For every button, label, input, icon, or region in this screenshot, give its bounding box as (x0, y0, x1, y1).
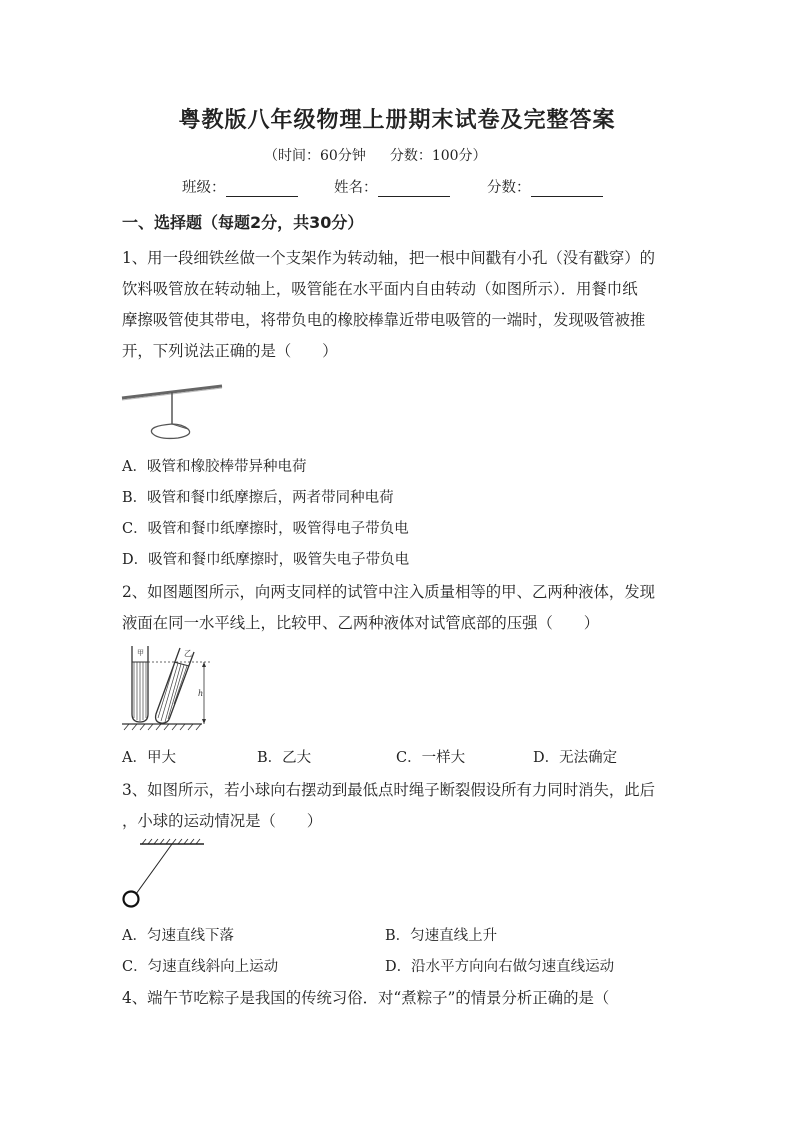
q2-label-right: 乙 (184, 649, 192, 658)
q2-option-b: B．乙大 (257, 750, 312, 766)
q2-label-left: 甲 (137, 649, 144, 657)
name-field (334, 176, 450, 197)
q1-option-d: D．吸管和餐巾纸摩擦时，吸管失电子带负电 (122, 552, 410, 568)
exam-time: （时间：60分钟 (264, 148, 366, 164)
q3-option-b: B．匀速直线上升 (385, 928, 498, 944)
q3-option-d: D．沿水平方向向右做匀速直线运动 (385, 959, 615, 975)
q3-option-c: C．匀速直线斜向上运动 (122, 959, 279, 975)
score-blank (531, 181, 603, 197)
q3-option-a: A．匀速直线下落 (122, 928, 234, 944)
q1-line-1: 1、用一段细铁丝做一个支架作为转动轴，把一根中间戳有小孔（没有戳穿）的 (122, 249, 656, 267)
q2-line-1: 2、如图题图所示，向两支同样的试管中注入质量相等的甲、乙两种液体，发现 (122, 583, 656, 601)
q2-option-a: A．甲大 (122, 750, 176, 766)
q3-line-1: 3、如图所示，若小球向右摆动到最低点时绳子断裂假设所有力同时消失，此后 (122, 781, 656, 799)
class-blank (226, 181, 298, 197)
q1-line-3: 摩擦吸管使其带电，将带负电的橡胶棒靠近带电吸管的一端时，发现吸管被推 (122, 311, 646, 329)
exam-total-score: 分数：100分） (389, 148, 487, 164)
class-label: 班级： (182, 180, 226, 196)
q4-line-1: 4、端午节吃粽子是我国的传统习俗．对“煮粽子”的情景分析正确的是（ (122, 989, 610, 1007)
section-heading: 一、选择题（每题2分，共30分） (122, 213, 364, 232)
q3-line-2: ，小球的运动情况是（ ） (122, 812, 323, 830)
q1-option-c: C．吸管和餐巾纸摩擦时，吸管得电子带负电 (122, 521, 409, 537)
q2-test-tube-figure (118, 644, 222, 732)
q1-option-b: B．吸管和餐巾纸摩擦后，两者带同种电荷 (122, 490, 394, 506)
q1-option-a: A．吸管和橡胶棒带异种电荷 (122, 459, 307, 475)
name-blank (378, 181, 450, 197)
q1-line-4: 开，下列说法正确的是（ ） (122, 342, 338, 360)
q2-line-2: 液面在同一水平线上，比较甲、乙两种液体对试管底部的压强（ ） (122, 614, 600, 632)
score-label: 分数： (487, 180, 531, 196)
q2-option-c: C．一样大 (396, 750, 466, 766)
exam-subtitle (264, 145, 511, 165)
class-field (182, 176, 298, 197)
q1-straw-figure (118, 378, 228, 444)
name-label: 姓名： (334, 180, 378, 196)
q2-label-height: h (198, 689, 204, 698)
page-title: 粤教版八年级物理上册期末试卷及完整答案 (178, 108, 616, 133)
score-field (487, 176, 603, 197)
q3-pendulum-figure (118, 838, 210, 912)
q1-line-2: 饮料吸管放在转动轴上，吸管能在水平面内自由转动（如图所示）．用餐巾纸 (122, 280, 638, 298)
q2-option-d: D．无法确定 (533, 750, 618, 766)
